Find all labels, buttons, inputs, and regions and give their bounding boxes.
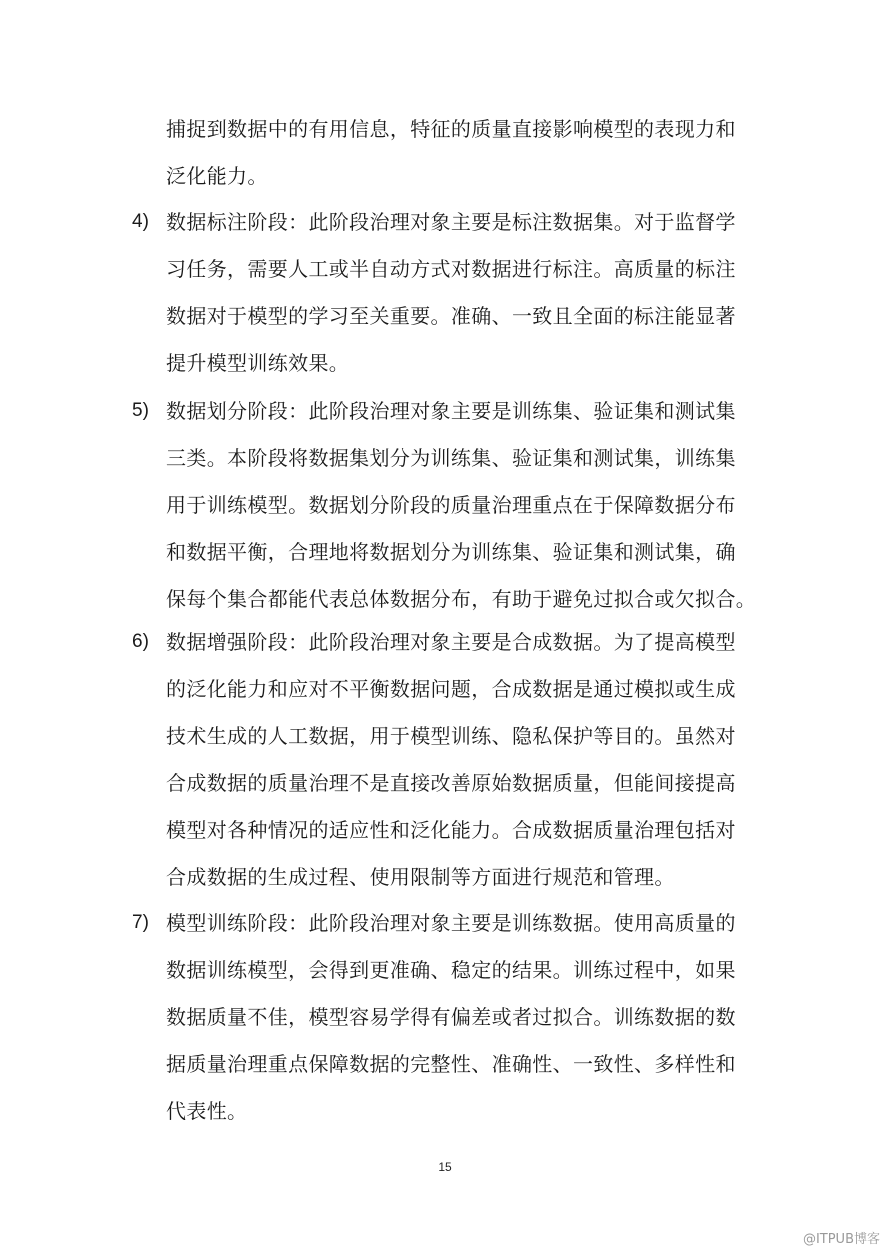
paragraph-line: 用于训练模型。数据划分阶段的质量治理重点在于保障数据分布	[166, 493, 736, 517]
paragraph-line: 技术生成的人工数据，用于模型训练、隐私保护等目的。虽然对	[166, 724, 736, 748]
paragraph-line: 三类。本阶段将数据集划分为训练集、验证集和测试集，训练集	[166, 446, 736, 470]
item-number: 7)	[132, 912, 149, 933]
paragraph-line: 模型训练阶段：此阶段治理对象主要是训练数据。使用高质量的	[166, 911, 736, 935]
item-number: 4)	[132, 211, 149, 232]
paragraph-line: 据质量治理重点保障数据的完整性、准确性、一致性、多样性和	[166, 1052, 736, 1076]
watermark: @ITPUB博客	[802, 1232, 880, 1247]
paragraph-line: 模型对各种情况的适应性和泛化能力。合成数据质量治理包括对	[166, 818, 736, 842]
paragraph-line: 数据增强阶段：此阶段治理对象主要是合成数据。为了提高模型	[166, 630, 736, 654]
item-number: 5)	[132, 400, 149, 421]
paragraph-line: 代表性。	[166, 1099, 248, 1123]
page-number: 15	[438, 1160, 452, 1174]
paragraph-line: 的泛化能力和应对不平衡数据问题，合成数据是通过模拟或生成	[166, 677, 736, 701]
paragraph-line: 合成数据的生成过程、使用限制等方面进行规范和管理。	[166, 865, 675, 889]
paragraph-line: 数据标注阶段：此阶段治理对象主要是标注数据集。对于监督学	[166, 210, 736, 234]
paragraph-line: 泛化能力。	[166, 164, 268, 188]
item-number: 6)	[132, 631, 149, 652]
paragraph-line: 保每个集合都能代表总体数据分布，有助于避免过拟合或欠拟合。	[166, 587, 757, 611]
paragraph-line: 捕捉到数据中的有用信息，特征的质量直接影响模型的表现力和	[166, 117, 736, 141]
paragraph-line: 和数据平衡，合理地将数据划分为训练集、验证集和测试集，确	[166, 540, 736, 564]
paragraph-line: 数据训练模型，会得到更准确、稳定的结果。训练过程中，如果	[166, 958, 736, 982]
paragraph-line: 提升模型训练效果。	[166, 351, 350, 375]
paragraph-line: 数据质量不佳，模型容易学得有偏差或者过拟合。训练数据的数	[166, 1005, 736, 1029]
paragraph-line: 数据划分阶段：此阶段治理对象主要是训练集、验证集和测试集	[166, 399, 736, 423]
paragraph-line: 数据对于模型的学习至关重要。准确、一致且全面的标注能显著	[166, 304, 736, 328]
paragraph-line: 习任务，需要人工或半自动方式对数据进行标注。高质量的标注	[166, 257, 736, 281]
paragraph-line: 合成数据的质量治理不是直接改善原始数据质量，但能间接提高	[166, 771, 736, 795]
